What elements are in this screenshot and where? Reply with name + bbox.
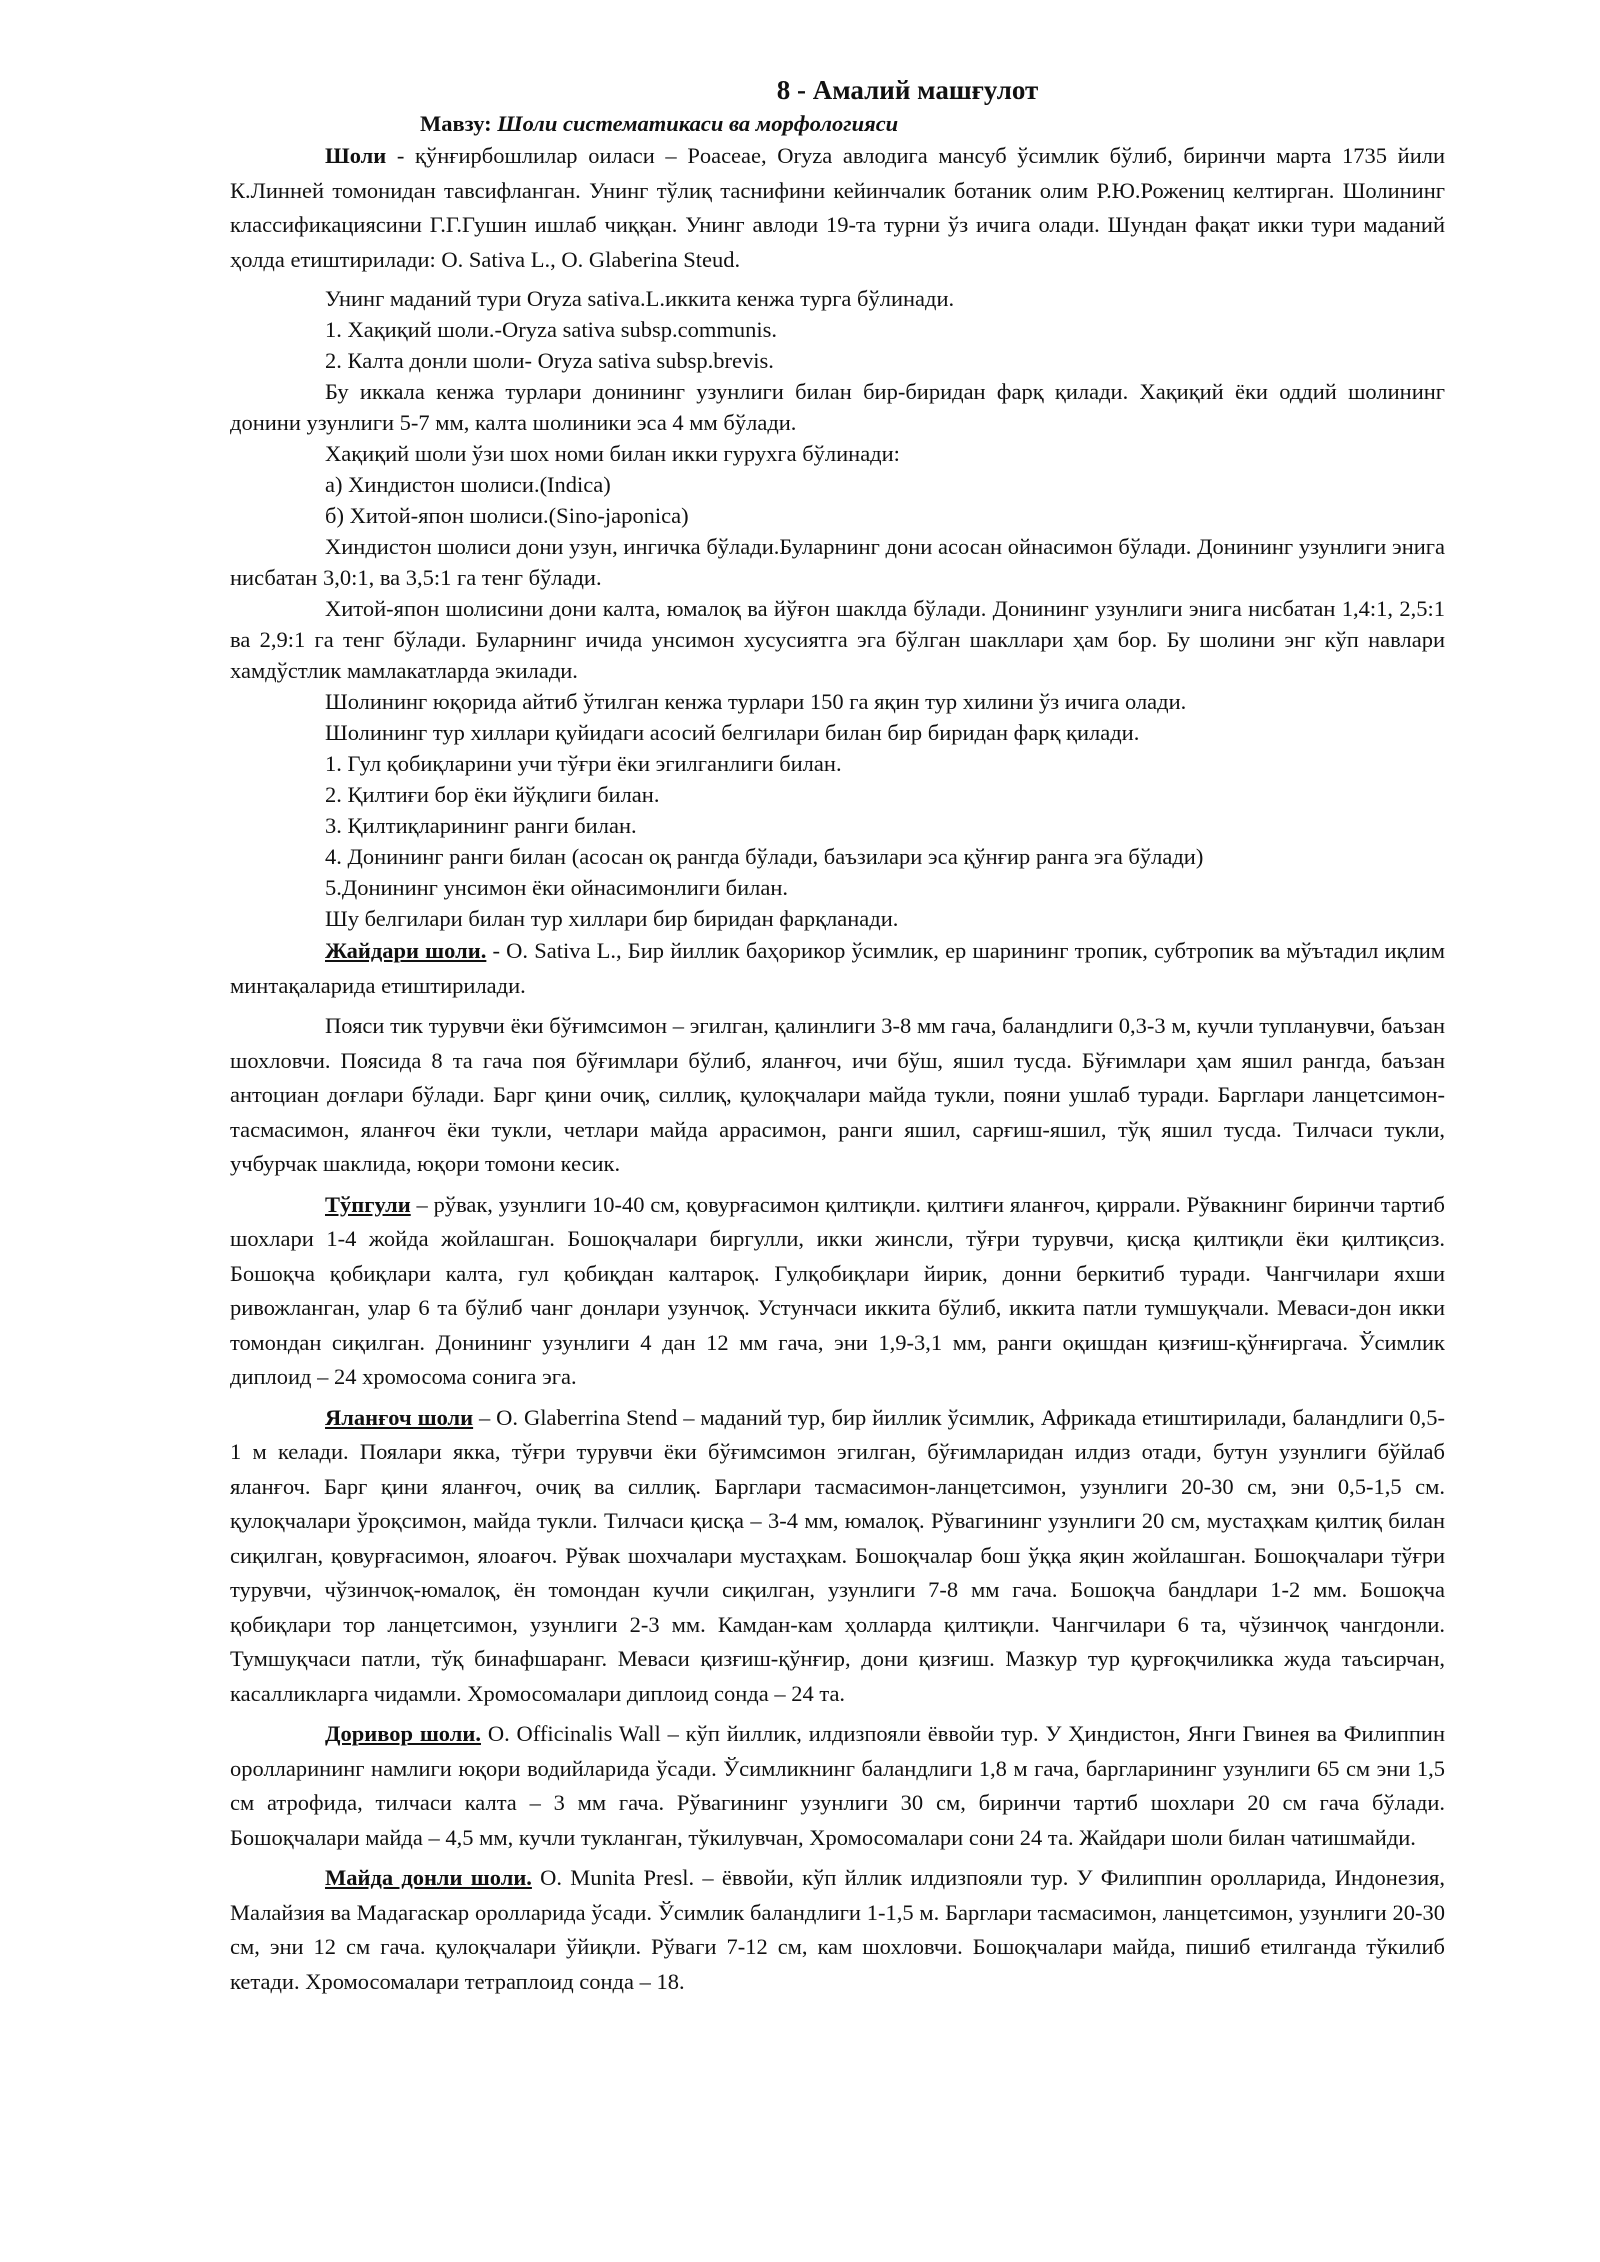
paragraph: 3. Қилтиқларининг ранги билан. [325,813,637,838]
species-term: Жайдари шоли. [325,938,487,963]
intro-paragraph [230,139,1445,277]
paragraph: 2. Қилтиғи бор ёки йўқлиги билан. [325,782,660,807]
topic-line [420,108,1445,139]
paragraph: 2. Калта донли шоли- Oryza sativa subsp.brevis. [325,348,774,373]
species-paragraph [230,1188,1445,1395]
species-text: O. Munita Presl. – ёввойи, кўп йллик илдизпояли тур. У Филиппин оролларида, Индонезия, Малайзия ва Мадагаскар оролларида ўсади. Ўсимлик баландлиги 1-1,5 м. Барглари тасмасимон, ланцетсимон, узунлиги 20-30 см, эни 12 см гача. қулоқчалари ўйиқли. Рўваги 7-12 см, кам шохловчи. Бошоқчалари майда, пишиб етилганда тўкилиб кетади. Хромосомалари тетраплоид сонда – 18. [230,1865,1445,1994]
species-term: Доривор шоли. [325,1721,481,1746]
species-term: Майда донли шоли. [325,1865,532,1890]
intro-text: - қўнғирбошлилар оиласи – Poaceae, Oryza авлодига мансуб ўсимлик бўлиб, биринчи марта 1735 йили К.Линней томонидан тавсифланган. Унинг тўлиқ таснифини кейинчалик ботаник олим Р.Ю.Рожениц келтирган. Шолининг классификациясини Г.Г.Гушин ишлаб чиққан. Унинг авлоди 19-та турни ўз ичига олади. Шундан фақат икки тури маданий ҳолда етиштирилади: O. Sativa L., O. Glaberina Steud. [230,143,1445,272]
paragraph: Бу иккала кенжа турлари донининг узунлиги билан бир-биридан фарқ қилади. Хақиқий ёки оддий шолининг донини узунлиги 5-7 мм, калта шолиники эса 4 мм бўлади. [230,379,1445,435]
topic-label: Мавзу: [420,111,492,136]
paragraph: 1. Хақиқий шоли.-Oryza sativa subsp.communis. [325,317,777,342]
paragraph: а) Хиндистон шолиси.(Indica) [325,472,611,497]
species-paragraph [230,1861,1445,1999]
species-paragraph [230,934,1445,1003]
species-term: Яланғоч шоли [325,1404,474,1430]
species-text: - O. Sativa L., Бир йиллик баҳорикор ўсимлик, ер шарининг тропик, субтропик ва мўътадил иқлим минтақаларида етиштирилади. [230,938,1445,998]
paragraph: Хитой-япон шолисини дони калта, юмалоқ ва йўғон шаклда бўлади. Донининг узунлиги энига нисбатан 1,4:1, 2,5:1 ва 2,9:1 га тенг бўлади. Буларнинг ичида унсимон хусусиятга эга бўлган шакллари ҳам бор. Бу шолини энг кўп навлари хамдўстлик мамлакатларда экилади. [230,596,1445,683]
paragraph: Унинг маданий тури Oryza sativa.L.иккита кенжа турга бўлинади. [325,286,955,311]
species-text: – рўвак, узунлиги 10-40 см, қовурғасимон қилтиқли. қилтиғи яланғоч, қиррали. Рўвакнинг биринчи тартиб шохлари 1-4 жойда жойлашган. Бошоқчалари биргулли, икки жинсли, тўғри турувчи, қисқа қилтиқли ёки қилтиқсиз. Бошоқча қобиқлари калта, гул қобиқдан калтароқ. Гулқобиқлари йирик, донни беркитиб туради. Чангчилари яхши ривожланган, улар 6 та бўлиб чанг донлари узунчоқ. Устунчаси иккита бўлиб, иккита патли тумшуқчали. Меваси-дон икки томондан сиқилган. Донининг узунлиги 4 дан 12 мм гача, эни 1,9-3,1 мм, ранги оқишдан қизғиш-қўнғиргача. Ўсимлик диплоид – 24 хромосома сонига эга. [230,1191,1445,1389]
paragraph: 4. Донининг ранги билан (асосан оқ рангда бўлади, баъзилари эса қўнғир ранга эга бўлади) [325,844,1204,869]
species-text: Пояси тик турувчи ёки бўғимсимон – эгилган, қалинлиги 3-8 мм гача, баландлиги 0,3-3 м, кучли тупланувчи, баъзан шохловчи. Поясида 8 та гача поя бўғимлари бўлиб, яланғоч, ичи бўш, яшил тусда. Бўғимлари ҳам яшил рангда, баъзан антоциан доғлари бўлади. Барг қини очиқ, силлиқ, қулоқчалари майда тукли, пояни ушлаб туради. Барглари ланцетсимон-тасмасимон, яланғоч ёки тукли, четлари майда аррасимон, ранги яшил, сарғиш-яшил, тўқ яшил тусда. Тилчаси тукли, учбурчак шаклида, юқори томони кесик. [230,1013,1445,1176]
paragraph: Шолининг тур хиллари қуйидаги асосий белгилари билан бир биридан фарқ қилади. [325,720,1140,745]
species-text: – O. Glaberrina Stend – маданий тур, бир йиллик ўсимлик, Африкада етиштирилади, баландлиги 0,5-1 м келади. Поялари якка, тўғри турувчи ёки бўғимсимон эгилган, бўғимларидан илдиз отади, бутун узунлиги бўйлаб яланғоч. Барг қини яланғоч, очиқ ва силлиқ. Барглари тасмасимон-ланцетсимон, узунлиги 20-30 см, эни 0,5-1,5 см. қулоқчалари ўроқсимон, майда тукли. Тилчаси қисқа – 3-4 мм, юмалоқ. Рўвагининг узунлиги 20 см, мустаҳкам қилтиқ билан сиқилган, қовурғасимон, ялоағоч. Рўвак шохчалари мустаҳкам. Бошоқчалар бош ўққа яқин жойлашган. Бошоқчалари тўғри турувчи, чўзинчоқ-юмалоқ, ён томондан кучли сиқилган, узунлиги 7-8 мм гача. Бошоқча бандлари 1-2 мм. Бошоқча қобиқлари тор ланцетсимон, узунлиги 2-3 мм. Камдан-кам ҳолларда қилтиқли. Чангчилари 6 та, чўзинчоқ чангдонли. Тумшуқчаси патли, тўқ бинафшаранг. Меваси қизғиш-қўнғир, дони қизғиш. Мазкур тур қурғоқчиликка жуда таъсирчан, касалликларга чидамли. Хромосомалари диплоид сонда – 24 та. [230,1404,1445,1706]
intro-term: Шоли [325,143,387,168]
species-paragraph [230,1717,1445,1855]
paragraph: Шолининг юқорида айтиб ўтилган кенжа турлари 150 га яқин тур хилини ўз ичига олади. [325,689,1187,714]
paragraph: б) Хитой-япон шолиси.(Sino-japonica) [325,503,689,528]
page-title: 8 - Амалий машғулот [776,75,1039,105]
species-paragraph [230,1401,1445,1712]
species-term: Тўпгули [325,1191,411,1217]
document-page [230,72,1445,1999]
species-text: O. Officinalis Wall – кўп йиллик, илдизпояли ёввойи тур. У Ҳиндистон, Янги Гвинея ва Филиппин оролларининг намлиги юқори водийларида ўсади. Ўсимликнинг баландлиги 1,8 м гача, баргларининг узунлиги 65 см эни 1,5 см атрофида, тилчаси калта – 3 мм гача. Рўвагининг узунлиги 30 см, биринчи тартиб шохлари 20 см гача бўлади. Бошоқчалари майда – 4,5 мм, кучли тукланган, тўкилувчан, Хромосомалари сони 24 та. Жайдари шоли билан чатишмайди. [230,1721,1445,1850]
paragraph: 1. Гул қобиқларини учи тўғри ёки эгилганлиги билан. [325,751,842,776]
paragraph: Хиндистон шолиси дони узун, ингичка бўлади.Буларнинг дони асосан ойнасимон бўлади. Донининг узунлиги энига нисбатан 3,0:1, ва 3,5:1 га тенг бўлади. [230,534,1445,590]
paragraph: 5.Донининг унсимон ёки ойнасимонлиги билан. [325,875,788,900]
species-paragraph [230,1009,1445,1182]
topic-text: Шоли систематикаси ва морфологияси [497,111,899,136]
paragraph: Хақиқий шоли ўзи шох номи билан икки гурухга бўлинади: [325,441,900,466]
paragraph: Шу белгилари билан тур хиллари бир биридан фарқланади. [325,906,899,931]
